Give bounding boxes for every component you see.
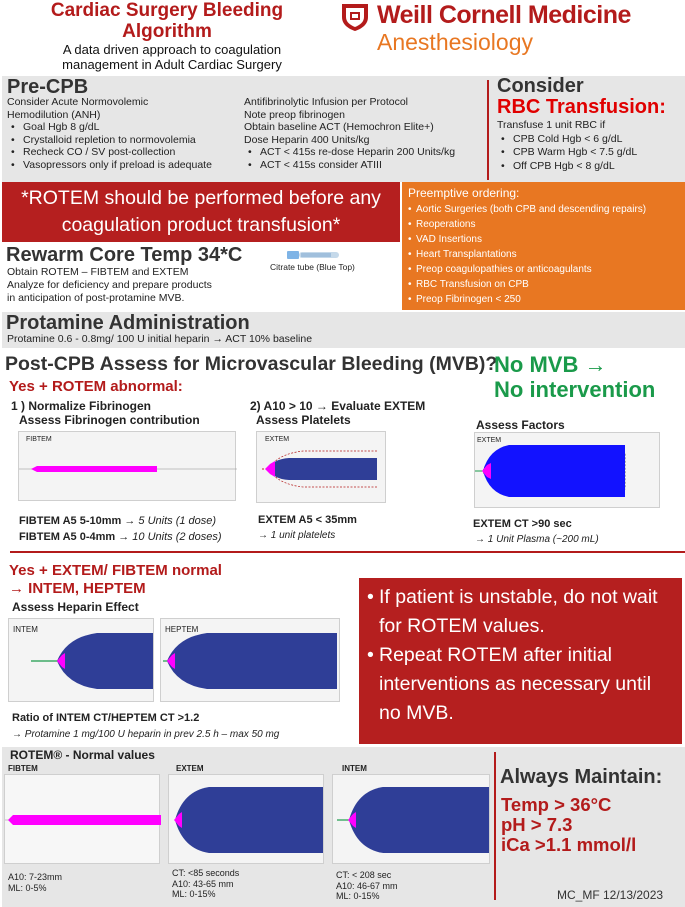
- fibtem-normal-values: A10: 7-23mm ML: 0-5%: [8, 872, 63, 893]
- consider-title: Consider: [497, 75, 584, 97]
- rewarm-body: Obtain ROTEM – FIBTEM and EXTEM Analyze for deficiency and prepare products in anticipation of post-protamine MVB.: [7, 266, 212, 304]
- consider-list: [497, 133, 685, 174]
- brand-name: Weill Cornell Medicine: [377, 1, 631, 29]
- intem-normal-values: CT: < 208 sec A10: 46-67 mm ML: 0-15%: [336, 870, 398, 901]
- list-item: • VAD Insertions: [408, 232, 685, 247]
- step2-title: 2) A10 > 10 → Evaluate EXTEM: [250, 399, 426, 413]
- protamine-title: Protamine Administration: [6, 312, 250, 334]
- fibtem-normal-label: FIBTEM: [8, 764, 38, 773]
- step1-subtitle: Assess Fibrinogen contribution: [19, 413, 200, 427]
- list-item: iCa >1.1 mmol/l: [501, 834, 637, 855]
- plot-label: EXTEM: [265, 436, 290, 443]
- plot-label: INTEM: [13, 625, 38, 634]
- list-item: • Preop Fibrinogen < 250: [408, 292, 685, 307]
- extem-platelet-plot: [256, 431, 386, 503]
- fibtem-abnormal-plot: [18, 431, 236, 501]
- section-divider: [10, 551, 685, 553]
- preemptive-title: Preemptive ordering:: [408, 186, 520, 200]
- yes-abnormal-title: Yes + ROTEM abnormal:: [9, 378, 183, 395]
- heptem-plot: [160, 618, 340, 702]
- list-item: • Recheck CO / SV post-collection: [7, 146, 243, 159]
- ratio-action: → Protamine 1 mg/100 U heparin in prev 2.5 h – max 50 mg: [12, 729, 280, 740]
- step1-title: 1 ) Normalize Fibrinogen: [11, 399, 152, 413]
- plot-label: EXTEM: [477, 437, 502, 444]
- citrate-tube-image: [287, 249, 343, 261]
- step2-rule: EXTEM A5 < 35mm: [258, 514, 357, 526]
- step3-action: → 1 Unit Plasma (~200 mL): [475, 534, 599, 545]
- preemptive-ordering-panel: [402, 182, 685, 310]
- step1-rule1: FIBTEM A5 5-10mm → 5 Units (1 dose): [19, 515, 217, 527]
- ratio-rule: Ratio of INTEM CT/HEPTEM CT >1.2: [12, 712, 200, 724]
- normal-values-title: ROTEM® - Normal values: [10, 748, 155, 762]
- preemptive-list: [408, 202, 685, 307]
- intem-normal-plot: [332, 774, 490, 864]
- list-item: • CPB Warm Hgb < 7.5 g/dL: [497, 146, 685, 160]
- list-item: • ACT < 415s re-dose Heparin 200 Units/kg: [244, 146, 484, 159]
- always-divider: [494, 752, 496, 900]
- list-item: • Preop coagulopathies or anticoagulants: [408, 262, 685, 277]
- protamine-text: Protamine 0.6 - 0.8mg/ 100 U initial heparin → ACT 10% baseline: [7, 333, 313, 345]
- step1-rule2: FIBTEM A5 0-4mm → 10 Units (2 doses): [19, 531, 222, 543]
- pre-cpb-col1-list: [7, 121, 243, 171]
- list-item: pH > 7.3: [501, 814, 573, 835]
- rbc-transfusion-title: RBC Transfusion:: [497, 96, 666, 118]
- heparin-effect-subtitle: Assess Heparin Effect: [12, 600, 139, 614]
- list-item: Temp > 36°C: [501, 794, 612, 815]
- step2-action: → 1 unit platelets: [258, 530, 336, 541]
- list-item: • Goal Hgb 8 g/dL: [7, 121, 243, 134]
- extem-factors-plot: [474, 432, 660, 508]
- page-subtitle: A data driven approach to coagulation management in Adult Cardiac Surgery: [62, 42, 282, 72]
- yes-normal-title: Yes + EXTEM/ FIBTEM normal → INTEM, HEPTEM: [9, 562, 222, 597]
- fibtem-normal-plot: [4, 774, 160, 864]
- plot-label: HEPTEM: [165, 625, 199, 634]
- warning-item: • If patient is unstable, do not wait for ROTEM values.: [367, 586, 658, 637]
- extem-normal-label: EXTEM: [176, 764, 204, 773]
- rotem-warning-banner: *ROTEM should be performed before any coagulation product transfusion*: [2, 182, 400, 242]
- extem-normal-values: CT: <85 seconds A10: 43-65 mm ML: 0-15%: [172, 868, 240, 899]
- list-item: • Crystalloid repletion to normovolemia: [7, 134, 243, 147]
- pre-cpb-col2-list: [244, 146, 484, 171]
- list-item: • Off CPB Hgb < 8 g/dL: [497, 160, 685, 174]
- warning-item: • Repeat ROTEM after initial interventions as necessary until no MVB.: [367, 644, 652, 724]
- list-item: • Heart Transplantations: [408, 247, 685, 262]
- plot-label: FIBTEM: [26, 436, 52, 443]
- unstable-patient-warning: [359, 578, 682, 744]
- brand-department: Anesthesiology: [377, 29, 533, 55]
- consider-body: Transfuse 1 unit RBC if • CPB Cold Hgb < 6 g/dL • CPB Warm Hgb < 7.5 g/dL • Off CPB Hgb < 8 g/dL: [497, 119, 685, 173]
- extem-normal-plot: [168, 774, 324, 864]
- post-cpb-heading: Post-CPB Assess for Microvascular Bleeding (MVB)?: [5, 353, 498, 375]
- list-item: • Reoperations: [408, 217, 685, 232]
- always-maintain-list: [501, 795, 636, 855]
- list-item: • RBC Transfusion on CPB: [408, 277, 685, 292]
- step3-subtitle: Assess Factors: [476, 418, 565, 432]
- rewarm-title: Rewarm Core Temp 34*C: [6, 244, 243, 266]
- step2-subtitle: Assess Platelets: [256, 413, 351, 427]
- wcm-seal-logo: [339, 2, 371, 32]
- always-maintain-title: Always Maintain:: [500, 766, 663, 788]
- list-item: • CPB Cold Hgb < 6 g/dL: [497, 133, 685, 147]
- intem-plot: [8, 618, 154, 702]
- footer-signature: MC_MF 12/13/2023: [557, 888, 664, 902]
- pre-cpb-title: Pre-CPB: [7, 76, 89, 98]
- page-title: Cardiac Surgery Bleeding Algorithm: [50, 0, 284, 42]
- pre-cpb-col1: Consider Acute Normovolemic Hemodilution (ANH) • Goal Hgb 8 g/dL • Crystalloid repletion to normovolemia • Recheck CO / SV post-collection • Vasopressors only if preload is adequate: [7, 96, 243, 171]
- consider-divider: [487, 80, 489, 180]
- citrate-tube-label: Citrate tube (Blue Top): [270, 262, 355, 272]
- list-item: • ACT < 415s consider ATIII: [244, 159, 484, 172]
- step3-rule: EXTEM CT >90 sec: [473, 518, 572, 530]
- intem-normal-label: INTEM: [342, 764, 367, 773]
- list-item: • Aortic Surgeries (both CPB and descending repairs): [408, 202, 685, 217]
- pre-cpb-col2: Antifibrinolytic Infusion per Protocol Note preop fibrinogen Obtain baseline ACT (Hemochron Elite+) Dose Heparin 400 Units/kg • ACT < 415s re-dose Heparin 200 Units/kg • ACT < 415s consider ATIII: [244, 96, 484, 171]
- header: [0, 0, 685, 74]
- list-item: • Vasopressors only if preload is adequate: [7, 159, 243, 172]
- no-mvb-text: No MVB → No intervention: [494, 352, 656, 402]
